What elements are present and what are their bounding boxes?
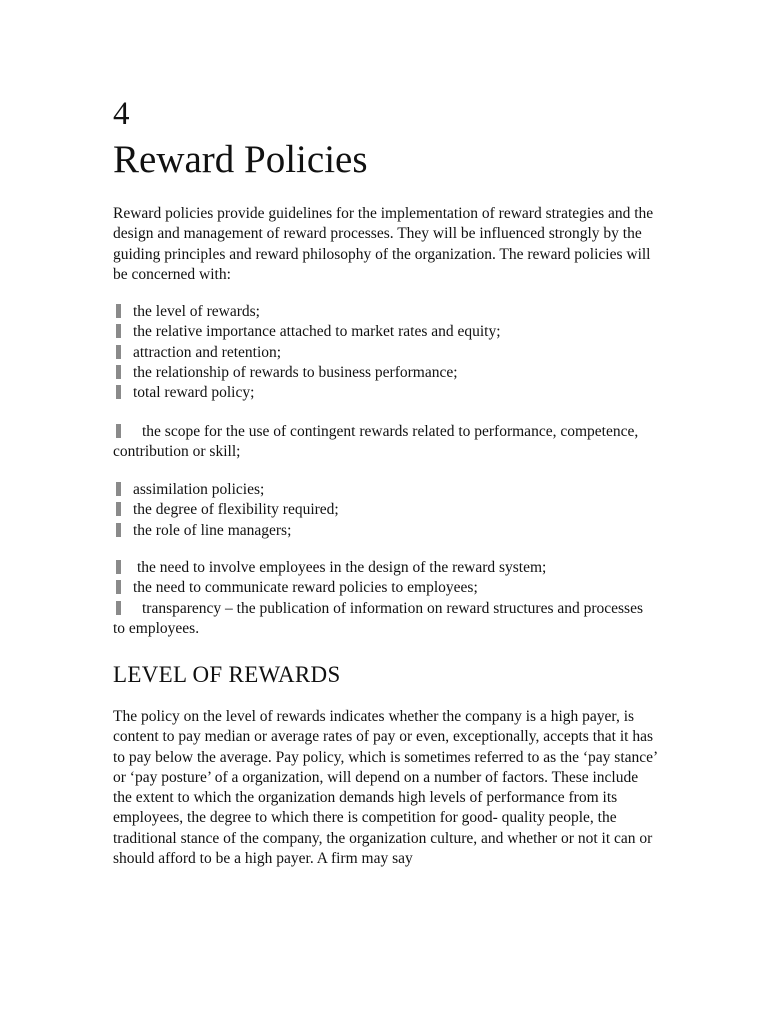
bullet-marker-icon	[116, 345, 121, 359]
list-item-text: the relative importance attached to market rates and equity;	[133, 323, 501, 341]
bullet-marker-icon	[116, 560, 121, 574]
list-item-text: the degree of flexibility required;	[133, 501, 339, 519]
list-item-text: the need to communicate reward policies to employees;	[133, 579, 478, 597]
list-item-text: the need to involve employees in the design of the reward system;	[137, 559, 547, 576]
list-item	[113, 343, 658, 363]
list-item-text: the level of rewards;	[133, 303, 260, 320]
list-item	[113, 322, 658, 342]
list-item	[113, 383, 658, 403]
list-item	[113, 422, 658, 463]
bullet-marker-icon	[116, 304, 121, 318]
list-item-text: total reward policy;	[133, 384, 255, 402]
list-item	[113, 599, 658, 640]
list-item-text: the relationship of rewards to business performance;	[133, 363, 458, 381]
list-item-text: the scope for the use of contingent rewards related to performance, competence, contribution or skill;	[113, 423, 639, 461]
list-item	[113, 500, 658, 520]
chapter-title: Reward Policies	[113, 138, 368, 181]
list-item	[113, 302, 658, 322]
list-item-text: the role of line managers;	[133, 521, 292, 539]
section-heading: LEVEL OF REWARDS	[113, 662, 341, 687]
chapter-number: 4	[113, 96, 130, 132]
section-paragraph: The policy on the level of rewards indicates whether the company is a high payer, is content to pay median or average rates of pay or even, exceptionally, accepts that it has to pay below the average. Pay policy, which is sometimes referred to as the ‘pay stance’ or ‘pay posture’ of a organization, will depend on a number of factors. These include the extent to which the organization demands high levels of performance from its employees, the degree to which there is competition for good- quality people, the traditional stance of the company, the organization culture, and whether or not it can or should afford to be a high payer. A firm may say	[113, 708, 658, 868]
bullet-list-2	[113, 422, 658, 463]
intro-paragraph: Reward policies provide guidelines for the implementation of reward strategies and the design and management of reward processes. They will be influenced strongly by the guiding principles and reward philosophy of the organization. The reward policies will be concerned with:	[113, 205, 654, 283]
list-item	[113, 521, 658, 541]
bullet-marker-icon	[116, 324, 121, 338]
bullet-marker-icon	[116, 482, 121, 496]
bullet-list-3	[113, 480, 658, 541]
bullet-marker-icon	[116, 365, 121, 379]
bullet-marker-icon	[116, 580, 121, 594]
bullet-marker-icon	[116, 385, 121, 399]
bullet-marker-icon	[116, 424, 121, 438]
list-item-text: attraction and retention;	[133, 343, 282, 361]
list-item	[113, 578, 658, 598]
list-item-text: transparency – the publication of information on reward structures and processes to employees.	[113, 599, 644, 637]
list-item-text: assimilation policies;	[133, 481, 265, 498]
list-item	[113, 363, 658, 383]
list-item	[113, 558, 658, 578]
list-item	[113, 480, 658, 500]
bullet-marker-icon	[116, 601, 121, 615]
bullet-marker-icon	[116, 523, 121, 537]
bullet-list-1	[113, 302, 658, 403]
bullet-marker-icon	[116, 502, 121, 516]
bullet-list-4	[113, 558, 658, 639]
